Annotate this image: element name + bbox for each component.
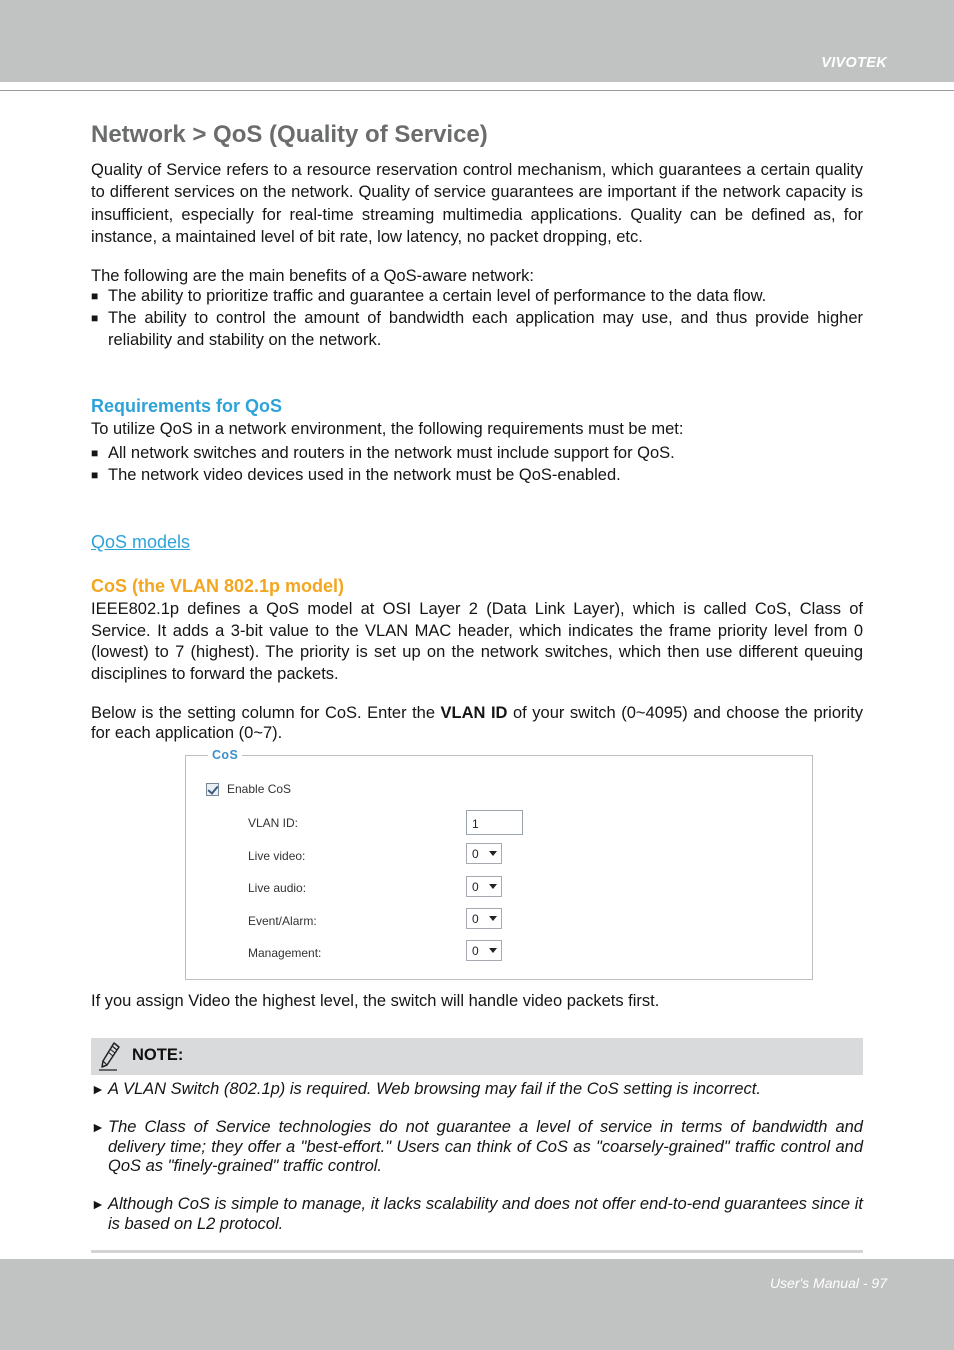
live-video-value: 0 [472, 847, 479, 861]
management-value: 0 [472, 944, 479, 958]
cos-heading: CoS (the VLAN 802.1p model) [91, 576, 345, 596]
event-alarm-select[interactable] [466, 908, 502, 929]
bullet-mark: ■ [91, 446, 99, 460]
setting-intro-after: of your switch (0~4095) and choose the priority for each application (0~7). [91, 704, 863, 742]
list-item [91, 307, 863, 351]
management-label: Management: [248, 946, 322, 960]
enable-cos-label: Enable CoS [227, 782, 292, 796]
chevron-down-icon [489, 948, 497, 953]
requirement-text-2: The network video devices used in the network must be QoS-enabled. [108, 466, 621, 484]
pencil-icon [97, 1041, 123, 1071]
note-box [91, 1038, 863, 1075]
requirements-heading: Requirements for QoS [91, 396, 283, 416]
setting-intro-before: Below is the setting column for CoS. Enter the [91, 704, 441, 722]
note-text-1: A VLAN Switch (802.1p) is required. Web browsing may fail if the CoS setting is incorrect. [108, 1080, 761, 1098]
chevron-down-icon [489, 884, 497, 889]
cos-legend: CoS [208, 748, 242, 762]
list-item [91, 464, 863, 486]
note-item [91, 1195, 863, 1234]
vlan-id-label: VLAN ID: [248, 816, 299, 830]
page-title: Network > QoS (Quality of Service) [91, 121, 488, 148]
requirements-lead: To utilize QoS in a network environment, the following requirements must be met: [91, 420, 684, 438]
benefits-lead: The following are the main benefits of a QoS-aware network: [91, 267, 534, 285]
list-item [91, 442, 863, 464]
vlan-id-keyword: VLAN ID [440, 704, 508, 722]
event-alarm-label: Event/Alarm: [248, 914, 317, 928]
live-video-select[interactable] [466, 843, 502, 864]
live-audio-value: 0 [472, 880, 479, 894]
cos-paragraph: IEEE802.1p defines a QoS model at OSI Layer 2 (Data Link Layer), which is called CoS, Class of Service. It adds a 3-bit value to the VLAN MAC header, which indicates the frame priority level from 0 (lowest) to 7 (highest). The priority is set up on the network switches, which then use different queuing disciplines to forward the packets. [91, 600, 863, 683]
cos-settings-panel [185, 748, 813, 980]
management-select[interactable] [466, 940, 502, 961]
note-item [91, 1080, 863, 1100]
chevron-down-icon [489, 916, 497, 921]
note-text-3: Although CoS is simple to manage, it lacks scalability and does not offer end-to-end guarantees since it is based on L2 protocol. [108, 1195, 863, 1233]
enable-cos-row[interactable] [206, 782, 291, 796]
live-audio-label: Live audio: [248, 881, 307, 895]
benefit-text-1: The ability to prioritize traffic and guarantee a certain level of performance to the data flow. [108, 287, 767, 305]
bullet-mark: ■ [91, 289, 99, 303]
vlan-id-input[interactable]: 1 [466, 810, 523, 835]
arrow-right-icon: ► [91, 1119, 105, 1135]
bullet-mark: ■ [91, 311, 99, 325]
footer-band [0, 1259, 954, 1350]
arrow-right-icon: ► [91, 1081, 105, 1097]
note-title: NOTE: [132, 1046, 184, 1064]
live-audio-select[interactable] [466, 876, 502, 897]
page-number: User's Manual - 97 [769, 1275, 887, 1291]
cos-after-panel: If you assign Video the highest level, the switch will handle video packets first. [91, 992, 660, 1010]
bullet-mark: ■ [91, 468, 99, 482]
live-video-label: Live video: [248, 849, 306, 863]
benefit-text-2: The ability to control the amount of bandwidth each application may use, and thus provide higher reliability and stability on the network. [108, 309, 863, 349]
requirement-text-1: All network switches and routers in the network must include support for QoS. [108, 444, 675, 462]
list-item [91, 285, 863, 307]
qos-models-link[interactable]: QoS models [91, 532, 191, 552]
enable-cos-checkbox[interactable] [206, 783, 219, 796]
intro-paragraph: Quality of Service refers to a resource reservation control mechanism, which guarantees a certain quality to different services on the network. Quality of service guarantees are important if the network capacity is insufficient, especially for real-time streaming multimedia applications. Quality can be defined as, for instance, a maintained level of bit rate, low latency, no packet dropping, etc. [91, 161, 863, 246]
event-alarm-value: 0 [472, 912, 479, 926]
note-item [91, 1118, 863, 1177]
footer-divider [91, 1250, 863, 1253]
arrow-right-icon: ► [91, 1196, 105, 1212]
brand-logo: VIVOTEK [821, 55, 887, 71]
note-text-2: The Class of Service technologies do not guarantee a level of service in terms of bandwidth and delivery time; they offer a "best-effort." Users can think of CoS as "coarsely-grained" traffic control and QoS as "finely-grained" traffic control. [108, 1118, 863, 1175]
header-divider [0, 90, 954, 91]
header-band [0, 0, 954, 82]
cos-setting-intro [91, 704, 863, 743]
chevron-down-icon [489, 851, 497, 856]
